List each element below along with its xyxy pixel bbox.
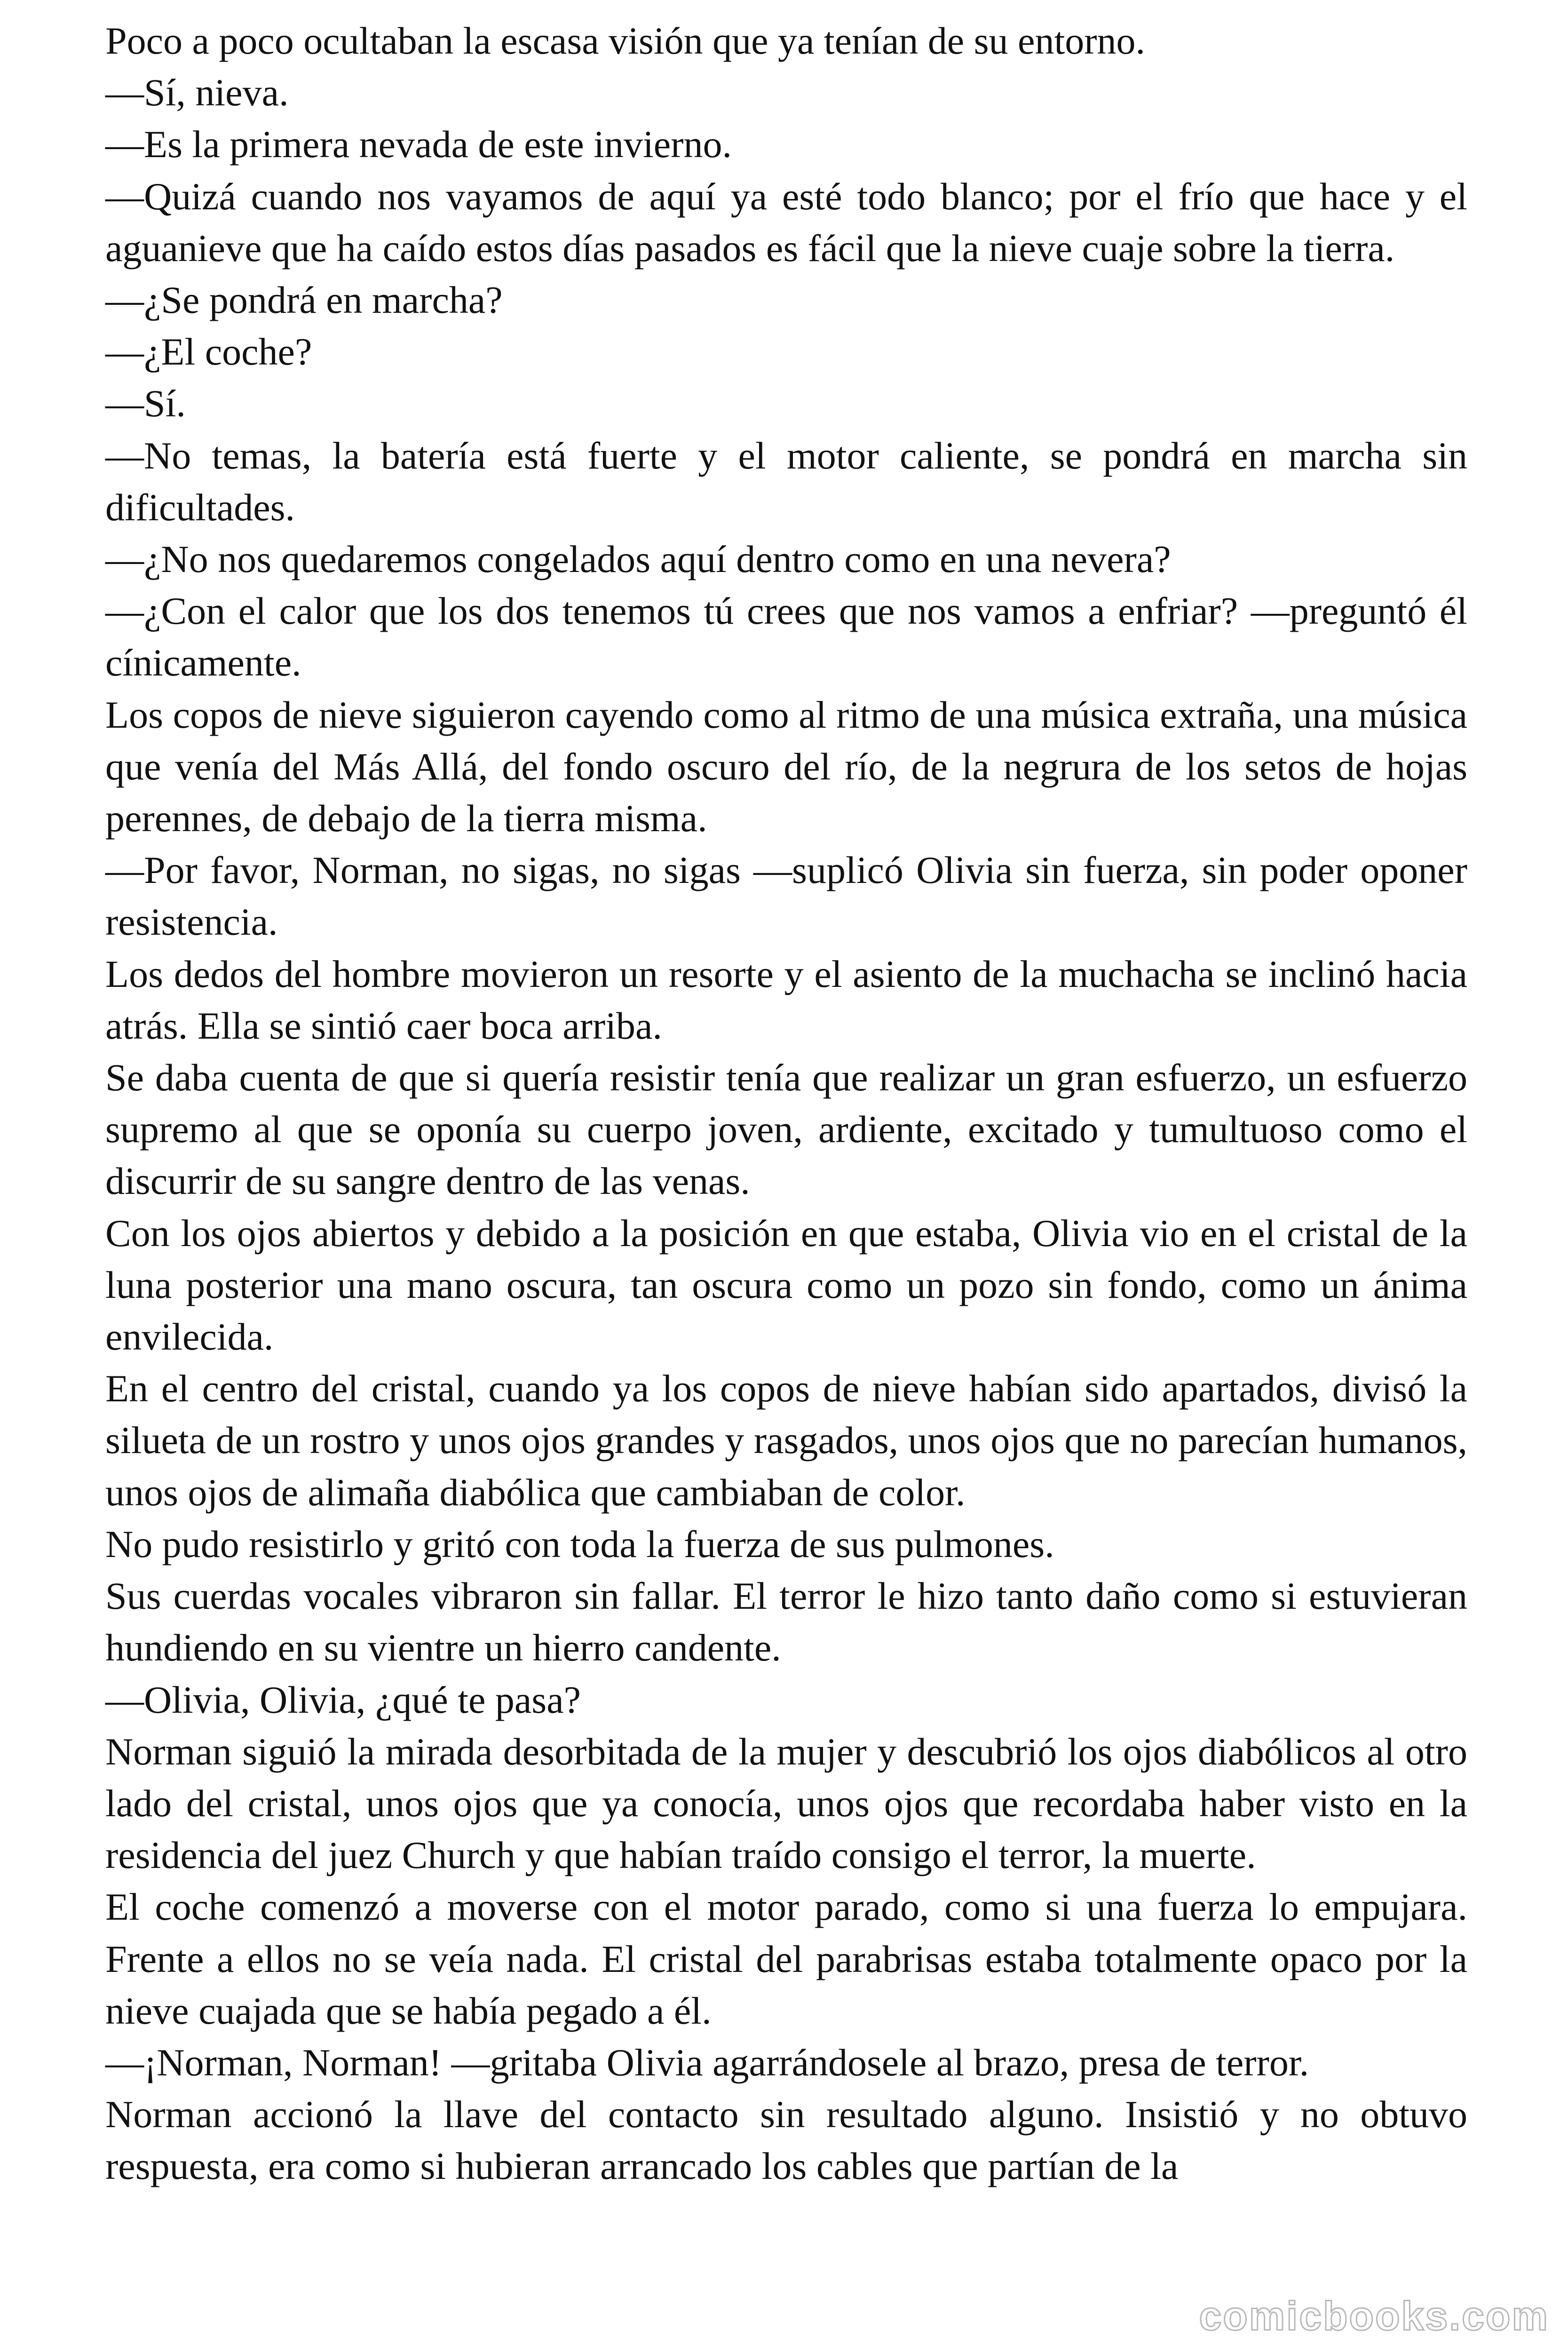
- paragraph: Norman siguió la mirada desorbitada de la mujer y descubrió los ojos diabólicos al otro lado del cristal, unos ojos que ya conocía, unos ojos que recordaba haber visto en la residencia del juez Church y que habían traído consigo el terror, la muerte.: [105, 1730, 1467, 1877]
- paragraph: Los copos de nieve siguieron cayendo como al ritmo de una música extraña, una música que venía del Más Allá, del fondo oscuro del río, de la negrura de los setos de hojas perennes, de debajo de la tierra misma.: [105, 693, 1467, 840]
- paragraph: En el centro del cristal, cuando ya los copos de nieve habían sido apartados, divisó la silueta de un rostro y unos ojos grandes y rasgados, unos ojos que no parecían humanos, unos ojos de alimaña diabólica que cambiaban de color.: [105, 1367, 1467, 1514]
- paragraph: —Quizá cuando nos vayamos de aquí ya esté todo blanco; por el frío que hace y el aguanieve que ha caído estos días pasados es fácil que la nieve cuaje sobre la tierra.: [105, 175, 1467, 270]
- paragraph: —¡Norman, Norman! —gritaba Olivia agarrándosele al brazo, presa de terror.: [105, 2041, 1309, 2084]
- paragraph: —Sí, nieva.: [105, 71, 289, 114]
- paragraph: —¿El coche?: [105, 330, 312, 373]
- paragraph: —Sí.: [105, 382, 186, 425]
- paragraph: —¿Se pondrá en marcha?: [105, 278, 503, 322]
- paragraph: —Por favor, Norman, no sigas, no sigas —suplicó Olivia sin fuerza, sin poder oponer resistencia.: [105, 849, 1467, 944]
- paragraph: Se daba cuenta de que si quería resistir tenía que realizar un gran esfuerzo, un esfuerzo supremo al que se oponía su cuerpo joven, ardiente, excitado y tumultuoso como el discurrir de su sangre dentro de las venas.: [105, 1056, 1467, 1203]
- paragraph: Con los ojos abiertos y debido a la posición en que estaba, Olivia vio en el cristal de la luna posterior una mano oscura, tan oscura como un pozo sin fondo, como un ánima envilecida.: [105, 1211, 1467, 1359]
- paragraph: Norman accionó la llave del contacto sin resultado alguno. Insistió y no obtuvo respuesta, era como si hubieran arrancado los cables que partían de la: [105, 2093, 1467, 2188]
- paragraph: Sus cuerdas vocales vibraron sin fallar. El terror le hizo tanto daño como si estuvieran hundiendo en su vientre un hierro candente.: [105, 1574, 1467, 1669]
- paragraph: No pudo resistirlo y gritó con toda la fuerza de sus pulmones.: [105, 1522, 1054, 1565]
- paragraph: —No temas, la batería está fuerte y el motor caliente, se pondrá en marcha sin dificultades.: [105, 434, 1467, 529]
- paragraph: —¿Con el calor que los dos tenemos tú crees que nos vamos a enfriar? —preguntó él cínicamente.: [105, 589, 1467, 684]
- paragraph: Los dedos del hombre movieron un resorte y el asiento de la muchacha se inclinó hacia atrás. Ella se sintió caer boca arriba.: [105, 952, 1467, 1047]
- paragraph: —¿No nos quedaremos congelados aquí dentro como en una nevera?: [105, 538, 1171, 581]
- paragraph: —Es la primera nevada de este invierno.: [105, 123, 732, 166]
- paragraph: —Olivia, Olivia, ¿qué te pasa?: [105, 1678, 581, 1721]
- watermark: comicbooks.com: [1199, 2294, 1549, 2339]
- paragraph: Poco a poco ocultaban la escasa visión que ya tenían de su entorno.: [105, 19, 1146, 62]
- paragraph: El coche comenzó a moverse con el motor parado, como si una fuerza lo empujara. Frente a ellos no se veía nada. El cristal del parabrisas estaba totalmente opaco por la nieve cuajada que se había pegado a él.: [105, 1885, 1467, 2032]
- page-body: [105, 15, 1467, 2193]
